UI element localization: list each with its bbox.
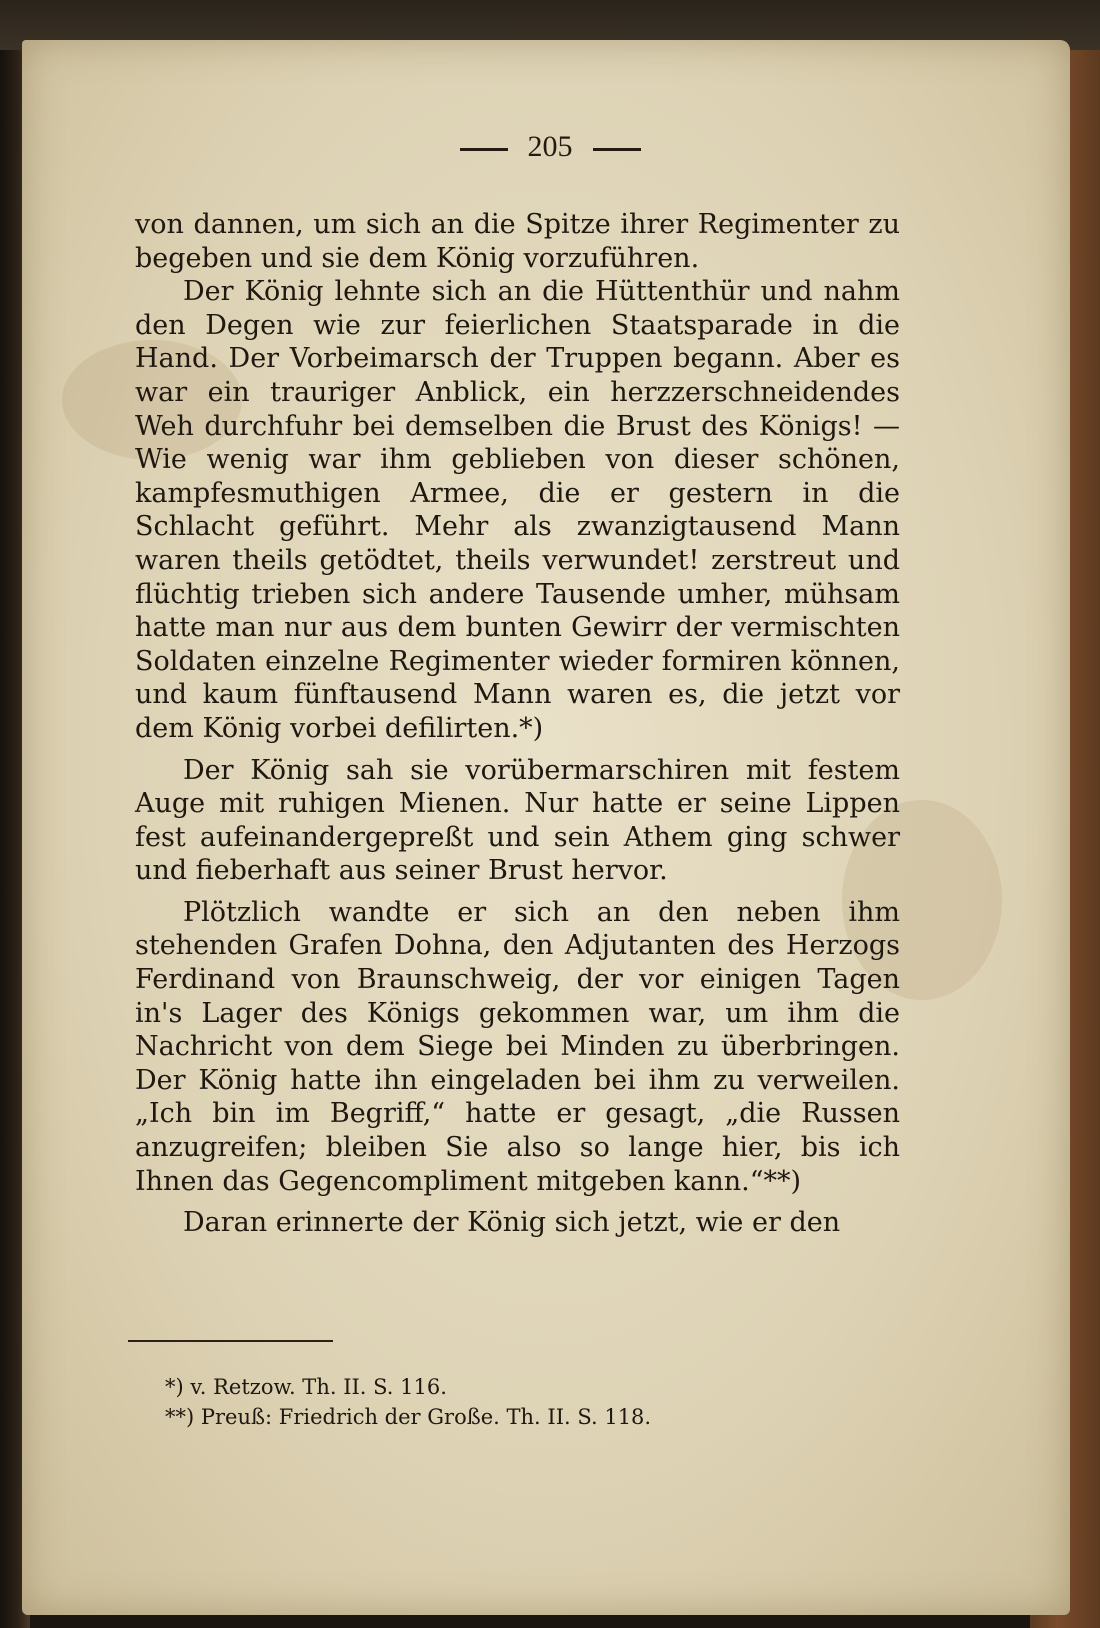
page-number: 205 [527,130,573,163]
header-dash-left [460,148,508,151]
body-text [135,208,900,1240]
paragraph: Plötzlich wandte er sich an den neben ihm stehenden Grafen Dohna, den Adjutanten des Herzogs Ferdinand von Braunschweig, der vor einigen Tagen in's Lager des Königs gekommen war, um ihm die Nachricht von dem Siege bei Minden zu überbringen. Der König hatte ihn eingeladen bei ihm zu verweilen. „Ich bin im Begriff,“ hatte er gesagt, „die Russen anzugreifen; bleiben Sie also so lange hier, bis ich Ihnen das Gegencompliment mitgeben kann.“**) [135,896,900,1197]
paragraph: von dannen, um sich an die Spitze ihrer Regimenter zu begeben und sie dem König vorzuführen. [135,209,900,274]
footnotes [165,1372,845,1432]
paragraph: Daran erinnerte der König sich jetzt, wie er den [183,1207,841,1239]
footnote: *) v. Retzow. Th. II. S. 116. [165,1375,447,1399]
page-header [0,130,1100,164]
header-dash-right [593,148,641,151]
footnote: **) Preuß: Friedrich der Große. Th. II. S. 118. [165,1405,652,1429]
footnote-rule [128,1340,333,1342]
paragraph: Der König sah sie vorübermarschiren mit festem Auge mit ruhigen Mienen. Nur hatte er seine Lippen fest aufeinandergepreßt und sein Athem ging schwer und fieberhaft aus seiner Brust hervor. [135,754,900,887]
paragraph: Der König lehnte sich an die Hüttenthür und nahm den Degen wie zur feierlichen Staatsparade in die Hand. Der Vorbeimarsch der Truppen begann. Aber es war ein trauriger Anblick, ein herzzerschneidendes Weh durchfuhr bei demselben die Brust des Königs! — Wie wenig war ihm geblieben von dieser schönen, kampfesmuthigen Armee, die er gestern in die Schlacht geführt. Mehr als zwanzigtausend Mann waren theils getödtet, theils verwundet! zerstreut und flüchtig trieben sich andere Tausende umher, mühsam hatte man nur aus dem bunten Gewirr der vermischten Soldaten einzelne Regimenter wieder formiren können, und kaum fünftausend Mann waren es, die jetzt vor dem König vorbei defilirten.*) [135,276,900,744]
